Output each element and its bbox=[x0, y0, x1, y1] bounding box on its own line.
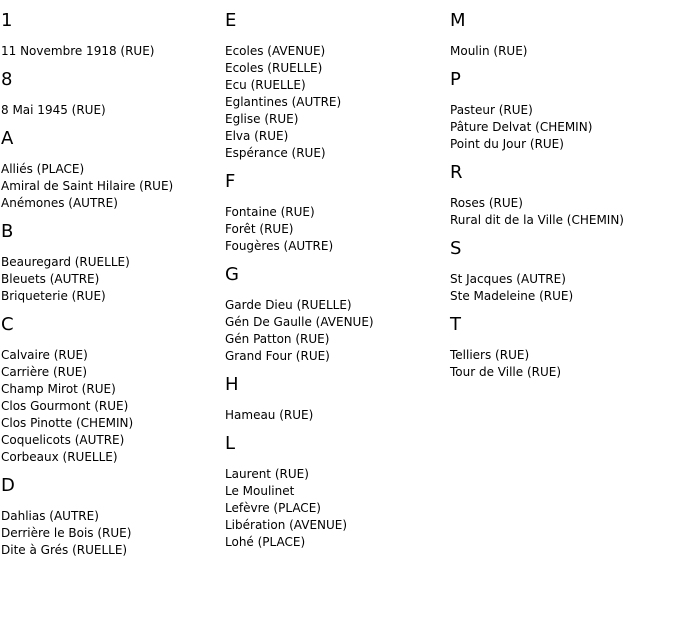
street-link[interactable]: Clos Pinotte (CHEMIN) bbox=[1, 416, 134, 430]
letter-heading: 1 bbox=[1, 10, 13, 31]
street-link[interactable]: Espérance (RUE) bbox=[225, 146, 326, 160]
street-link[interactable]: 11 Novembre 1918 (RUE) bbox=[1, 44, 155, 58]
street-link[interactable]: Grand Four (RUE) bbox=[225, 349, 330, 363]
letter-section bbox=[225, 433, 447, 551]
street-link[interactable]: Eglantines (AUTRE) bbox=[225, 95, 342, 109]
street-link[interactable]: St Jacques (AUTRE) bbox=[450, 272, 566, 286]
letter-heading: F bbox=[225, 171, 236, 192]
street-link[interactable]: Ecoles (AVENUE) bbox=[225, 44, 326, 58]
street-link[interactable]: Rural dit de la Ville (CHEMIN) bbox=[450, 213, 624, 227]
street-link[interactable]: Dahlias (AUTRE) bbox=[1, 509, 99, 523]
street-index-column bbox=[450, 10, 672, 390]
street-link[interactable]: Gén Patton (RUE) bbox=[225, 332, 330, 346]
street-link[interactable]: Moulin (RUE) bbox=[450, 44, 528, 58]
street-link[interactable]: 8 Mai 1945 (RUE) bbox=[1, 103, 106, 117]
letter-heading: G bbox=[225, 264, 239, 285]
letter-heading: D bbox=[1, 475, 15, 496]
street-link[interactable]: Ste Madeleine (RUE) bbox=[450, 289, 574, 303]
street-link[interactable]: Roses (RUE) bbox=[450, 196, 523, 210]
letter-section bbox=[225, 264, 447, 365]
letter-heading: P bbox=[450, 69, 461, 90]
street-link[interactable]: Point du Jour (RUE) bbox=[450, 137, 564, 151]
letter-section bbox=[1, 10, 223, 60]
letter-heading: R bbox=[450, 162, 463, 183]
street-link[interactable]: Hameau (RUE) bbox=[225, 408, 314, 422]
letter-section bbox=[1, 314, 223, 466]
letter-section bbox=[450, 69, 672, 153]
letter-section bbox=[225, 374, 447, 424]
street-link[interactable]: Alliés (PLACE) bbox=[1, 162, 85, 176]
letter-section bbox=[1, 128, 223, 212]
letter-heading: C bbox=[1, 314, 14, 335]
letter-section bbox=[1, 69, 223, 119]
letter-section bbox=[1, 221, 223, 305]
letter-heading: A bbox=[1, 128, 14, 149]
street-link[interactable]: Laurent (RUE) bbox=[225, 467, 309, 481]
street-link[interactable]: Gén De Gaulle (AVENUE) bbox=[225, 315, 374, 329]
street-link[interactable]: Dite à Grés (RUELLE) bbox=[1, 543, 128, 557]
street-link[interactable]: Derrière le Bois (RUE) bbox=[1, 526, 132, 540]
letter-section bbox=[450, 162, 672, 229]
street-link[interactable]: Corbeaux (RUELLE) bbox=[1, 450, 118, 464]
street-link[interactable]: Fontaine (RUE) bbox=[225, 205, 315, 219]
letter-heading: S bbox=[450, 238, 462, 259]
letter-heading: T bbox=[450, 314, 461, 335]
street-link[interactable]: Briqueterie (RUE) bbox=[1, 289, 106, 303]
street-link[interactable]: Ecu (RUELLE) bbox=[225, 78, 306, 92]
letter-heading: H bbox=[225, 374, 239, 395]
street-link[interactable]: Garde Dieu (RUELLE) bbox=[225, 298, 352, 312]
letter-heading: L bbox=[225, 433, 236, 454]
street-link[interactable]: Calvaire (RUE) bbox=[1, 348, 88, 362]
street-link[interactable]: Coquelicots (AUTRE) bbox=[1, 433, 125, 447]
street-link[interactable]: Elva (RUE) bbox=[225, 129, 289, 143]
street-link[interactable]: Fougères (AUTRE) bbox=[225, 239, 334, 253]
letter-section bbox=[1, 475, 223, 559]
street-link[interactable]: Ecoles (RUELLE) bbox=[225, 61, 323, 75]
letter-section bbox=[450, 10, 672, 60]
street-link[interactable]: Champ Mirot (RUE) bbox=[1, 382, 116, 396]
street-link[interactable]: Forêt (RUE) bbox=[225, 222, 294, 236]
street-link[interactable]: Lefèvre (PLACE) bbox=[225, 501, 321, 515]
letter-heading: 8 bbox=[1, 69, 13, 90]
street-link[interactable]: Telliers (RUE) bbox=[450, 348, 530, 362]
letter-heading: B bbox=[1, 221, 14, 242]
street-link[interactable]: Beauregard (RUELLE) bbox=[1, 255, 130, 269]
letter-heading: M bbox=[450, 10, 466, 31]
street-link[interactable]: Libération (AVENUE) bbox=[225, 518, 348, 532]
letter-section bbox=[225, 171, 447, 255]
street-link[interactable]: Lohé (PLACE) bbox=[225, 535, 306, 549]
street-index-column bbox=[225, 10, 447, 560]
street-link[interactable]: Bleuets (AUTRE) bbox=[1, 272, 100, 286]
letter-section bbox=[450, 238, 672, 305]
letter-heading: E bbox=[225, 10, 237, 31]
street-link[interactable]: Anémones (AUTRE) bbox=[1, 196, 118, 210]
street-link[interactable]: Amiral de Saint Hilaire (RUE) bbox=[1, 179, 174, 193]
street-link[interactable]: Carrière (RUE) bbox=[1, 365, 88, 379]
street-link[interactable]: Tour de Ville (RUE) bbox=[450, 365, 562, 379]
street-link[interactable]: Clos Gourmont (RUE) bbox=[1, 399, 129, 413]
street-link[interactable]: Pâture Delvat (CHEMIN) bbox=[450, 120, 593, 134]
street-index-column bbox=[1, 10, 223, 568]
letter-section bbox=[225, 10, 447, 162]
street-link[interactable]: Pasteur (RUE) bbox=[450, 103, 533, 117]
street-link[interactable]: Le Moulinet bbox=[225, 484, 295, 498]
street-link[interactable]: Eglise (RUE) bbox=[225, 112, 299, 126]
letter-section bbox=[450, 314, 672, 381]
